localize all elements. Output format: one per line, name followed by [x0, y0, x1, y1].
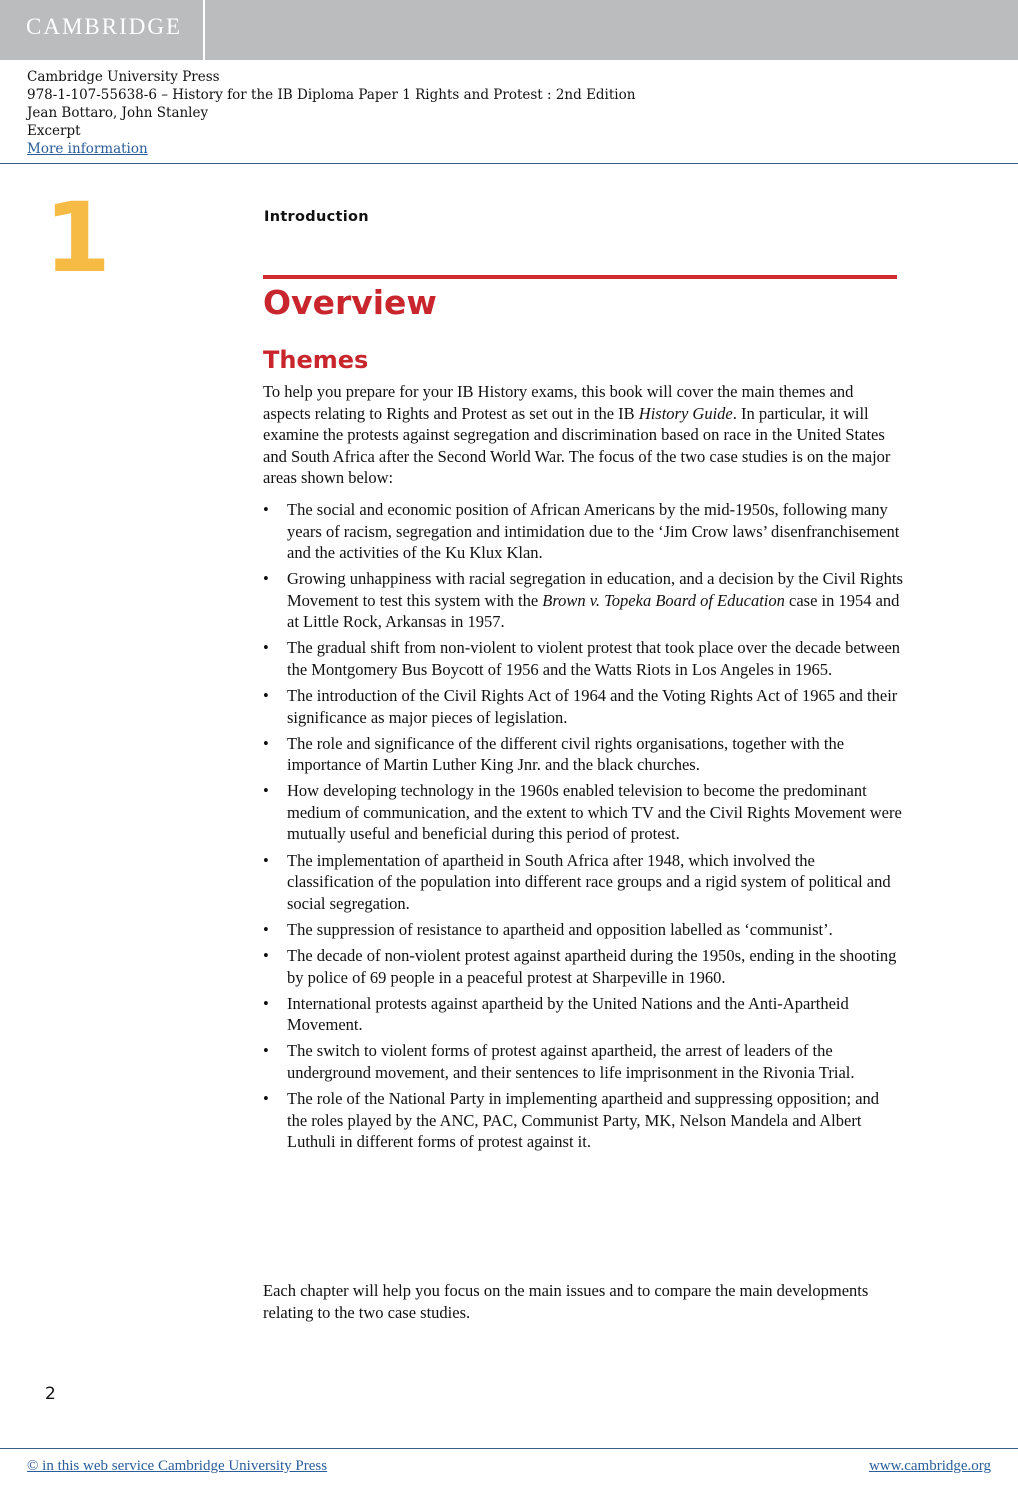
list-item: • The switch to violent forms of protest against apartheid, the arrest of leaders of the underground movement, and their sentences to life imprisonment in the Rivonia Trial.	[263, 1040, 903, 1083]
list-item: • The implementation of apartheid in South Africa after 1948, which involved the classification of the population into different race groups and a rigid system of political and social segregation.	[263, 850, 903, 915]
chapter-number: 1	[44, 182, 111, 294]
excerpt-label: Excerpt	[27, 123, 81, 139]
section-rule	[263, 275, 897, 279]
copyright-link[interactable]: © in this web service Cambridge University Press	[27, 1458, 328, 1474]
list-item: • The introduction of the Civil Rights Act of 1964 and the Voting Rights Act of 1965 and their significance as major pieces of legislation.	[263, 685, 903, 728]
publisher-name: Cambridge University Press	[27, 69, 220, 85]
chapter-label: Introduction	[264, 209, 369, 225]
list-item: • The role and significance of the different civil rights organisations, together with the importance of Martin Luther King Jnr. and the black churches.	[263, 733, 903, 776]
themes-list	[263, 499, 903, 1157]
authors: Jean Bottaro, John Stanley	[27, 105, 209, 121]
list-item: • The role of the National Party in implementing apartheid and suppressing opposition; and the roles played by the ANC, PAC, Communist Party, MK, Nelson Mandela and Albert Luthuli in different forms of protest against it.	[263, 1088, 903, 1153]
list-item: • The social and economic position of African Americans by the mid-1950s, following many years of racism, segregation and intimidation due to the ‘Jim Crow laws’ disenfranchisement and the activities of the Ku Klux Klan.	[263, 499, 903, 564]
closing-paragraph: Each chapter will help you focus on the main issues and to compare the main developments relating to the two case studies.	[263, 1281, 869, 1322]
overview-heading: Overview	[263, 283, 437, 322]
header-bar	[0, 0, 1018, 60]
logo-divider	[203, 0, 205, 60]
page-number: 2	[45, 1384, 56, 1404]
cambridge-logo: CAMBRIDGE	[26, 14, 183, 39]
case-title: Brown v. Topeka Board of Education	[542, 590, 785, 610]
list-item: • International protests against apartheid by the United Nations and the Anti-Apartheid Movement.	[263, 993, 903, 1036]
website-link[interactable]: www.cambridge.org	[868, 1458, 991, 1474]
footer-divider	[0, 1448, 1018, 1449]
themes-heading: Themes	[263, 346, 369, 374]
list-item: • The gradual shift from non-violent to violent protest that took place over the decade between the Montgomery Bus Boycott of 1956 and the Watts Riots in Los Angeles in 1965.	[263, 637, 903, 680]
isbn-title: 978-1-107-55638-6 – History for the IB Diploma Paper 1 Rights and Protest : 2nd Edition	[27, 87, 636, 103]
book-metadata	[27, 68, 635, 158]
list-item: • The suppression of resistance to apartheid and opposition labelled as ‘communist’.	[263, 919, 903, 941]
intro-paragraph: To help you prepare for your IB History exams, this book will cover the main themes and aspects relating to Rights and Protest as set out in the IB History Guide. In particular, it will examine the protests against segregation and discrimination based on race in the United States and South Africa after the Second World War. The focus of the two case studies is on the major areas shown below:	[263, 382, 891, 487]
list-item: • Growing unhappiness with racial segregation in education, and a decision by the Civil Rights Movement to test this system with the Brown v. Topeka Board of Education case in 1954 and at Little Rock, Arkansas in 1957.	[263, 568, 903, 633]
more-information-link[interactable]: More information	[27, 141, 148, 157]
list-item: • How developing technology in the 1960s enabled television to become the predominant medium of communication, and the extent to which TV and the Civil Rights Movement were mutually useful and beneficial during this period of protest.	[263, 780, 903, 845]
list-item: • The decade of non-violent protest against apartheid during the 1950s, ending in the shooting by police of 69 people in a peaceful protest at Sharpeville in 1960.	[263, 945, 903, 988]
history-guide-title: History Guide	[638, 403, 733, 423]
header-divider	[0, 163, 1018, 164]
